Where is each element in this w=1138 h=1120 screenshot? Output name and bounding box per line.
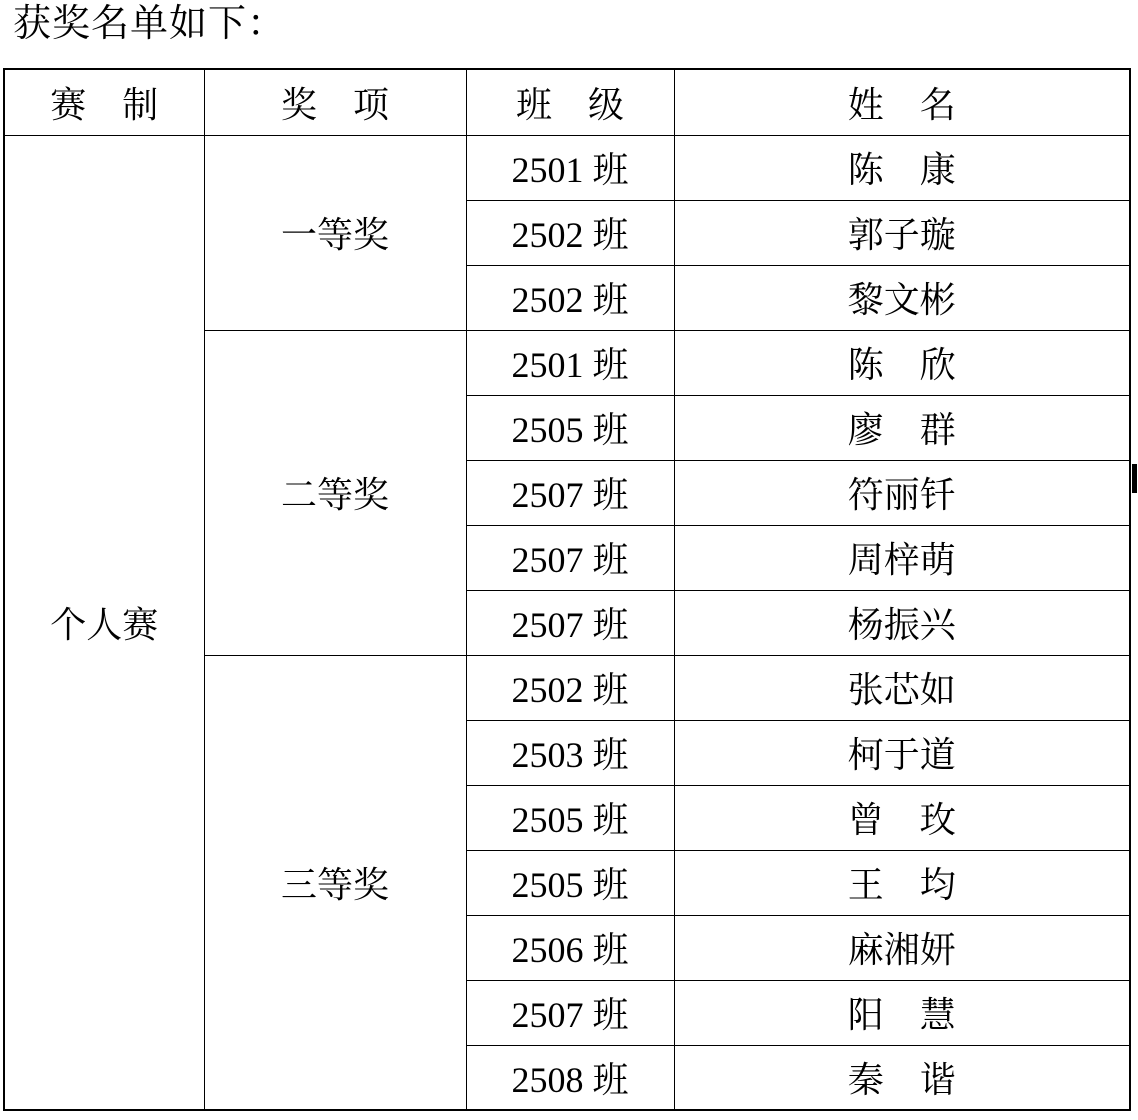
header-name: 姓 名 xyxy=(674,69,1130,135)
name-cell: 黎文彬 xyxy=(674,265,1130,330)
table-row xyxy=(4,135,1130,200)
name-cell: 陈 欣 xyxy=(674,330,1130,395)
text-cursor-artifact xyxy=(1132,464,1137,493)
award-cell-second-prize: 二等奖 xyxy=(204,330,466,655)
class-cell: 2501 班 xyxy=(466,330,674,395)
class-cell: 2502 班 xyxy=(466,265,674,330)
header-competition-format: 赛 制 xyxy=(4,69,204,135)
page-title: 获奖名单如下： xyxy=(13,3,287,45)
class-cell: 2502 班 xyxy=(466,655,674,720)
name-cell: 陈 康 xyxy=(674,135,1130,200)
class-cell: 2502 班 xyxy=(466,200,674,265)
name-cell: 张芯如 xyxy=(674,655,1130,720)
name-cell: 柯于道 xyxy=(674,720,1130,785)
name-cell: 杨振兴 xyxy=(674,590,1130,655)
class-cell: 2506 班 xyxy=(466,915,674,980)
name-cell: 符丽钎 xyxy=(674,460,1130,525)
award-cell-third-prize: 三等奖 xyxy=(204,655,466,1110)
name-cell: 麻湘妍 xyxy=(674,915,1130,980)
class-cell: 2505 班 xyxy=(466,395,674,460)
award-table xyxy=(3,68,1131,1111)
header-award: 奖 项 xyxy=(204,69,466,135)
name-cell: 阳 慧 xyxy=(674,980,1130,1045)
class-cell: 2507 班 xyxy=(466,460,674,525)
name-cell: 周梓萌 xyxy=(674,525,1130,590)
class-cell: 2503 班 xyxy=(466,720,674,785)
header-row xyxy=(4,69,1130,135)
class-cell: 2501 班 xyxy=(466,135,674,200)
class-cell: 2507 班 xyxy=(466,525,674,590)
class-cell: 2505 班 xyxy=(466,785,674,850)
competition-format-cell: 个人赛 xyxy=(4,135,204,1110)
class-cell: 2507 班 xyxy=(466,590,674,655)
name-cell: 曾 玫 xyxy=(674,785,1130,850)
class-cell: 2508 班 xyxy=(466,1045,674,1110)
name-cell: 廖 群 xyxy=(674,395,1130,460)
name-cell: 秦 谐 xyxy=(674,1045,1130,1110)
name-cell: 王 均 xyxy=(674,850,1130,915)
class-cell: 2505 班 xyxy=(466,850,674,915)
name-cell: 郭子璇 xyxy=(674,200,1130,265)
award-cell-first-prize: 一等奖 xyxy=(204,135,466,330)
class-cell: 2507 班 xyxy=(466,980,674,1045)
header-class: 班 级 xyxy=(466,69,674,135)
